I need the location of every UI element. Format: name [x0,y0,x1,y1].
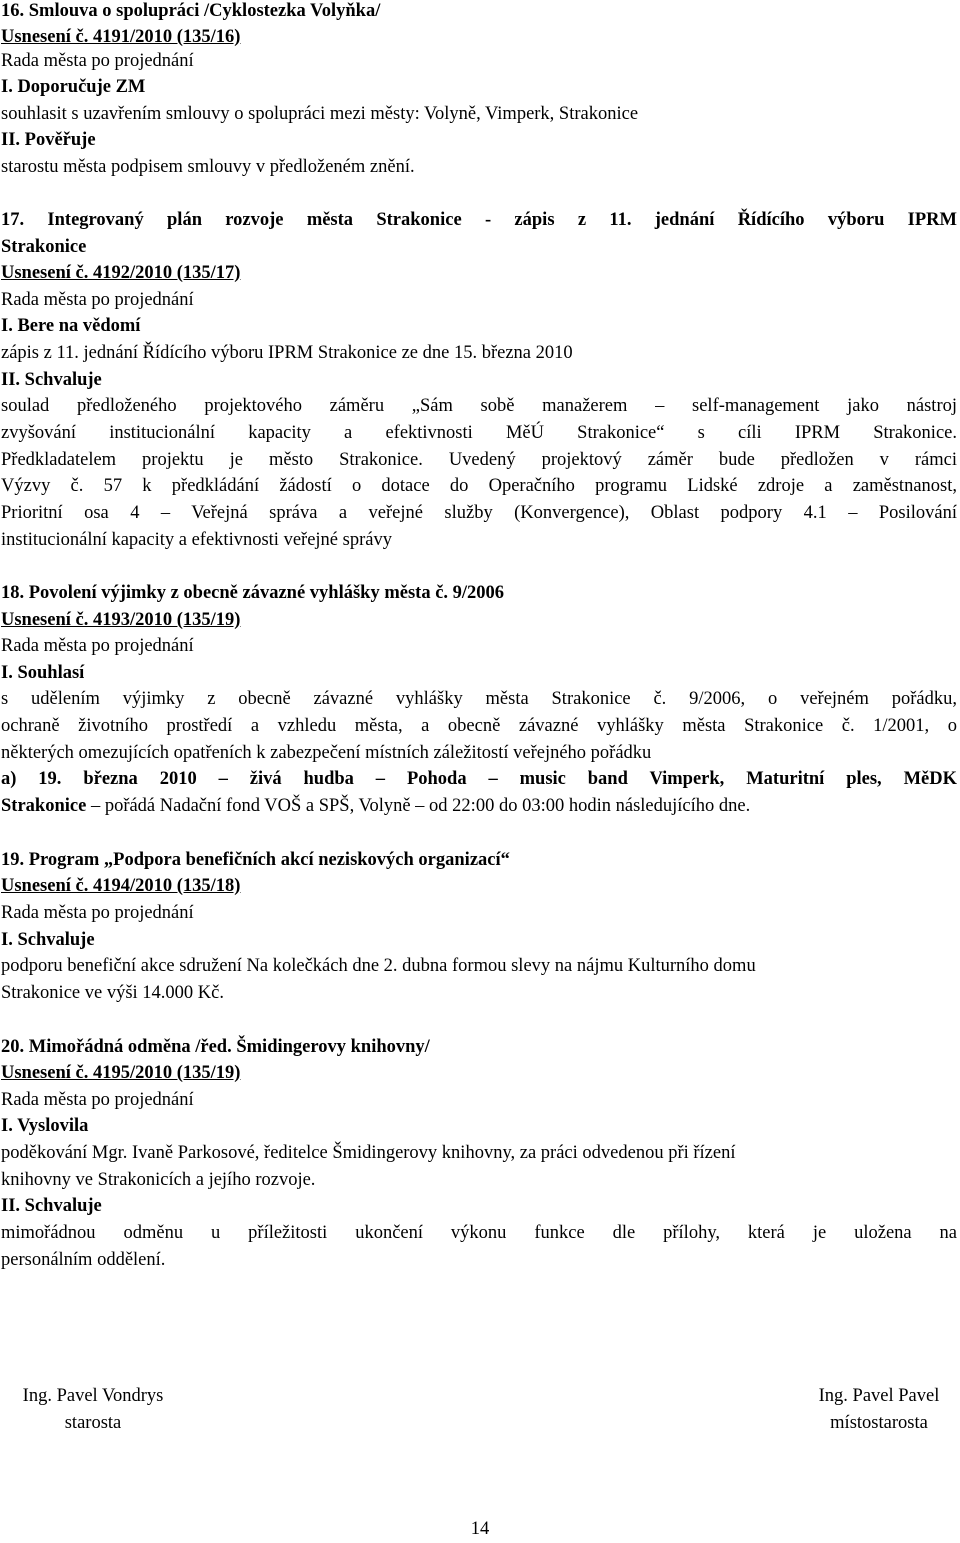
section-16-point-1-text: souhlasit s uzavřením smlouvy o spolupráci mezi městy: Volyně, Vimperk, Strakonice [1,104,639,124]
paragraph-line: knihovny ve Strakonicích a jejího rozvoje. [1,1170,316,1190]
section-20-resolution: Usnesení č. 4195/2010 (135/19) [1,1063,241,1083]
paragraph-line: soulad předloženého projektového záměru „Sám sobě manažerem – self-management jako nástroj [1,396,957,416]
section-18-item-a-cont [1,793,957,820]
section-17-resolution: Usnesení č. 4192/2010 (135/17) [1,263,241,283]
paragraph-line: personálním oddělení. [1,1250,166,1270]
section-16-body: Rada města po projednání [1,51,194,71]
section-19-body: Rada města po projednání [1,903,194,923]
paragraph-line: podporu benefiční akce sdružení Na kolečkách dne 2. dubna formou slevy na nájmu Kulturního domu [1,956,756,976]
section-17-body: Rada města po projednání [1,290,194,310]
paragraph-line: zvyšování institucionální kapacity a efektivnosti MěÚ Strakonice“ s cíli IPRM Strakonice. [1,423,957,443]
section-20-point-1-heading: I. Vyslovila [1,1116,89,1136]
signature-left-name: Ing. Pavel Vondrys [22,1386,164,1406]
paragraph-line: Předkladatelem projektu je město Strakonice. Uvedený projektový záměr bude předložen v rámci [1,450,957,470]
section-20-title: 20. Mimořádná odměna /řed. Šmidingerovy knihovny/ [1,1037,430,1057]
paragraph-line: poděkování Mgr. Ivaně Parkosové, ředitelce Šmidingerovy knihovny, za práci odvedenou při řízení [1,1143,736,1163]
page-number: 14 [470,1519,490,1539]
paragraph-line: s udělením výjimky z obecně závazné vyhlášky města Strakonice č. 9/2006, o veřejném pořádku, [1,689,957,709]
section-16-title: 16. Smlouva o spolupráci /Cyklostezka Volyňka/ [1,1,381,21]
section-17-title: 17. Integrovaný plán rozvoje města Strakonice - zápis z 11. jednání Řídícího výboru IPRM [1,210,957,230]
paragraph-line: Strakonice ve výši 14.000 Kč. [1,983,224,1003]
signature-right-name: Ing. Pavel Pavel [818,1386,940,1406]
section-17-title-cont: Strakonice [1,237,87,257]
paragraph-line: Výzvy č. 57 k předkládání žádostí o dotace do Operačního programu Lidské zdroje a zaměstnanost, [1,476,957,496]
section-16-point-2-text: starostu města podpisem smlouvy v předloženém znění. [1,157,415,177]
section-16-resolution: Usnesení č. 4191/2010 (135/16) [1,27,241,47]
section-20-point-2-heading: II. Schvaluje [1,1196,102,1216]
paragraph-line: mimořádnou odměnu u příležitosti ukončení výkonu funkce dle přílohy, která je uložena na [1,1223,957,1243]
section-18-resolution: Usnesení č. 4193/2010 (135/19) [1,610,241,630]
paragraph-line: institucionální kapacity a efektivnosti veřejné správy [1,530,392,550]
section-19-title: 19. Program „Podpora benefičních akcí neziskových organizací“ [1,850,510,870]
signature-left-role: starosta [64,1413,122,1433]
section-18-body: Rada města po projednání [1,636,194,656]
section-18-title: 18. Povolení výjimky z obecně závazné vyhlášky města č. 9/2006 [1,583,505,603]
section-19-point-1-heading: I. Schvaluje [1,930,95,950]
section-18-item-a: a) 19. března 2010 – živá hudba – Pohoda – music band Vimperk, Maturitní ples, MěDK [1,769,957,789]
section-20-body: Rada města po projednání [1,1090,194,1110]
paragraph-line: některých omezujících opatřeních k zabezpečení místních záležitostí veřejného pořádku [1,743,652,763]
item-a-text: – pořádá Nadační fond VOŠ a SPŠ, Volyně – od 22:00 do 03:00 hodin následujícího dne. [86,796,751,816]
item-a-bold-text: Strakonice [1,796,87,816]
section-19-resolution: Usnesení č. 4194/2010 (135/18) [1,876,241,896]
paragraph-line: ochraně životního prostředí a vzhledu města, a obecně závazné vyhlášky města Strakonice č. 1/2001, o [1,716,957,736]
section-18-point-1-heading: I. Souhlasí [1,663,85,683]
section-16-point-1-heading: I. Doporučuje ZM [1,77,146,97]
section-17-point-1-heading: I. Bere na vědomí [1,316,141,336]
signature-right-role: místostarosta [830,1413,928,1433]
section-17-point-2-heading: II. Schvaluje [1,370,102,390]
paragraph-line: Prioritní osa 4 – Veřejná správa a veřejné služby (Konvergence), Oblast podpory 4.1 – Posilování [1,503,957,523]
section-17-point-1-text: zápis z 11. jednání Řídícího výboru IPRM Strakonice ze dne 15. března 2010 [1,343,573,363]
section-16-point-2-heading: II. Pověřuje [1,130,96,150]
